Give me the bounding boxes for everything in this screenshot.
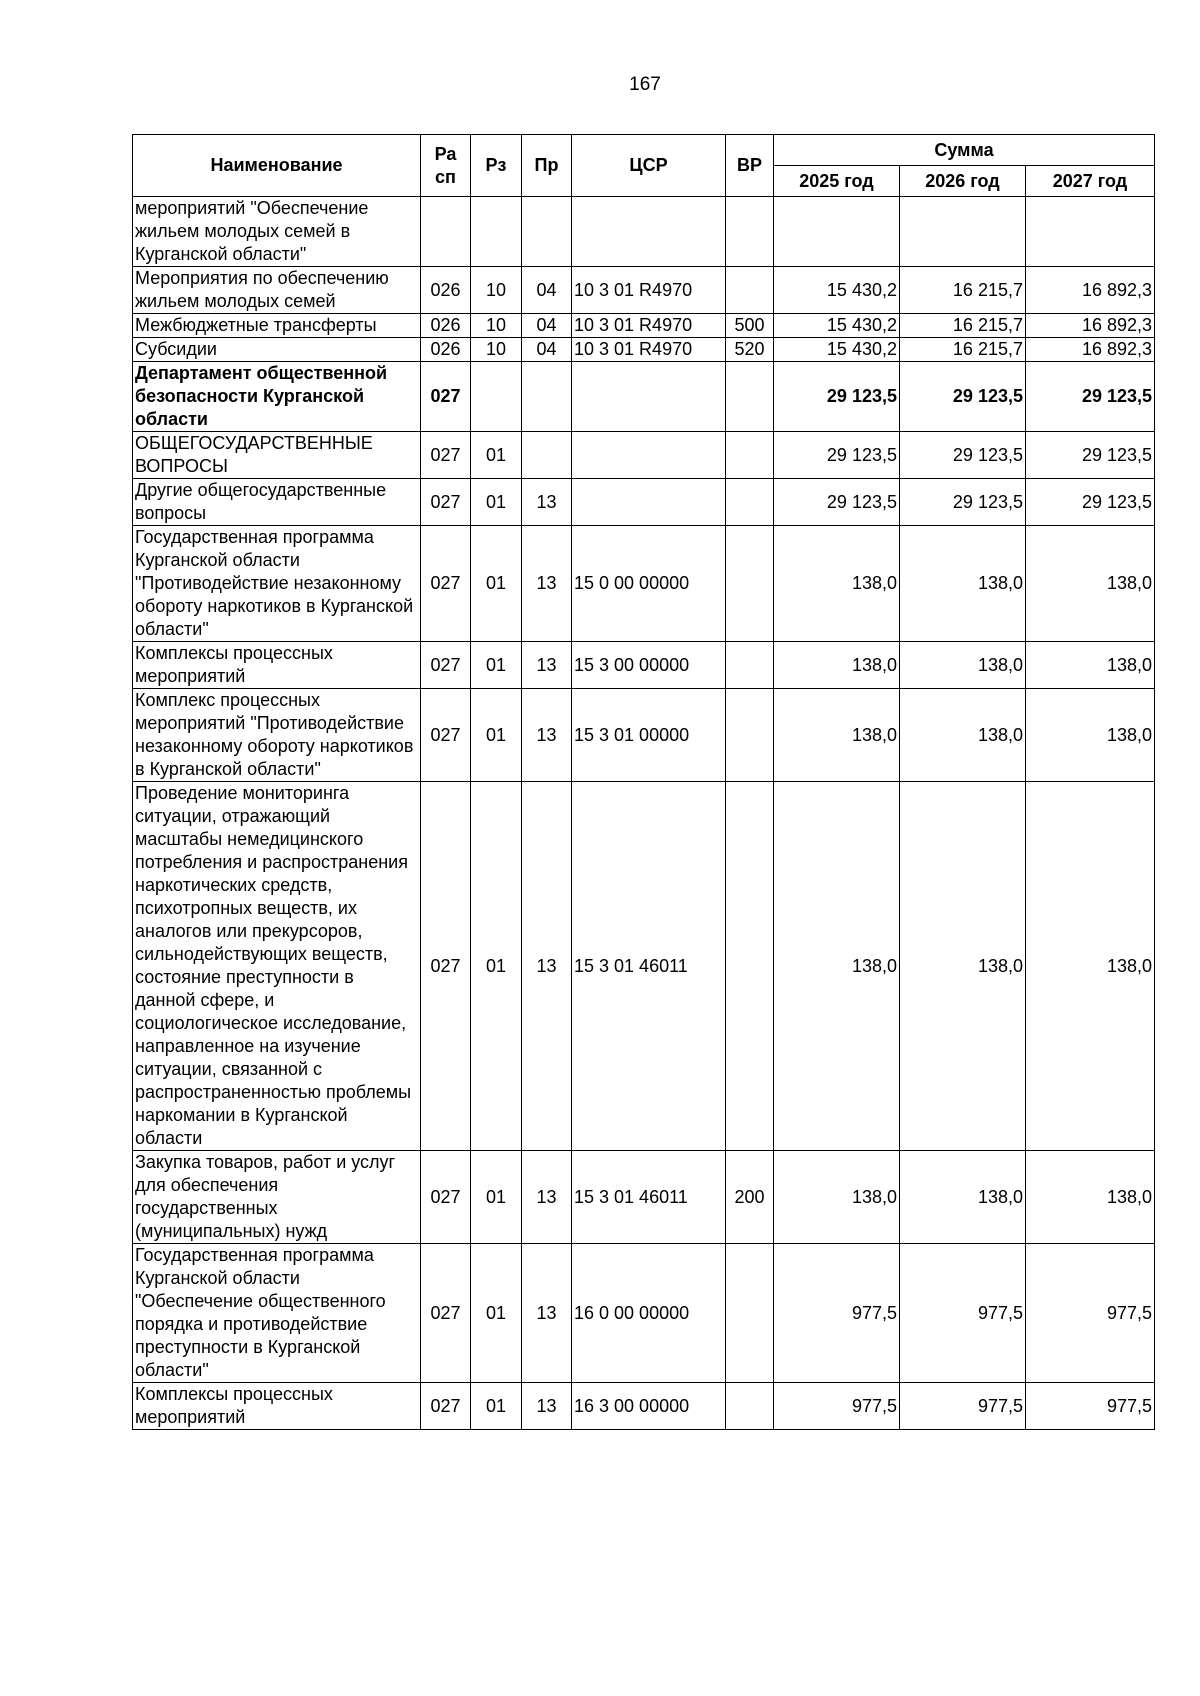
- header-rasp-line2: сп: [435, 166, 456, 187]
- cell-vr: 520: [726, 338, 774, 362]
- header-vr: ВР: [726, 135, 774, 197]
- cell-csr: 16 3 00 00000: [572, 1383, 726, 1430]
- table-row: [133, 1383, 1155, 1430]
- cell-csr: 10 3 01 R4970: [572, 338, 726, 362]
- page-number: 167: [629, 74, 661, 95]
- cell-rz: 01: [471, 642, 522, 689]
- cell-pr: 13: [522, 1244, 572, 1383]
- cell-rasp: 026: [421, 338, 471, 362]
- cell-rasp: 027: [421, 642, 471, 689]
- cell-pr: 04: [522, 267, 572, 314]
- table-row: [133, 338, 1155, 362]
- table-row: [133, 197, 1155, 267]
- cell-2026: 977,5: [900, 1244, 1026, 1383]
- cell-2026: 138,0: [900, 782, 1026, 1151]
- cell-2026: 138,0: [900, 1151, 1026, 1244]
- cell-csr: [572, 432, 726, 479]
- cell-name: Субсидии: [133, 338, 421, 362]
- cell-vr: [726, 689, 774, 782]
- cell-csr: [572, 197, 726, 267]
- cell-vr: [726, 782, 774, 1151]
- table-row: [133, 362, 1155, 432]
- cell-2026: 977,5: [900, 1383, 1026, 1430]
- cell-rasp: 027: [421, 1383, 471, 1430]
- cell-name: Комплексы процессных мероприятий: [133, 1383, 421, 1430]
- cell-2027: 16 892,3: [1026, 338, 1155, 362]
- table-row: [133, 432, 1155, 479]
- header-csr: ЦСР: [572, 135, 726, 197]
- cell-vr: [726, 526, 774, 642]
- cell-2026: 138,0: [900, 689, 1026, 782]
- cell-rasp: 027: [421, 479, 471, 526]
- cell-2025: 138,0: [774, 782, 900, 1151]
- cell-name: Государственная программа Курганской области "Обеспечение общественного порядка и противодействие преступности в Курганской области": [133, 1244, 421, 1383]
- header-2027: 2027 год: [1026, 166, 1155, 197]
- cell-pr: 13: [522, 526, 572, 642]
- cell-vr: [726, 267, 774, 314]
- cell-2027: 16 892,3: [1026, 267, 1155, 314]
- cell-2026: 138,0: [900, 526, 1026, 642]
- table-row: [133, 267, 1155, 314]
- cell-2027: 29 123,5: [1026, 479, 1155, 526]
- cell-name: ОБЩЕГОСУДАРСТВЕННЫЕ ВОПРОСЫ: [133, 432, 421, 479]
- cell-vr: [726, 197, 774, 267]
- cell-rz: 01: [471, 689, 522, 782]
- cell-name: Комплекс процессных мероприятий "Противодействие незаконному обороту наркотиков в Курганской области": [133, 689, 421, 782]
- cell-2025: 138,0: [774, 642, 900, 689]
- table-row: [133, 314, 1155, 338]
- header-rasp: [421, 135, 471, 197]
- header-2026: 2026 год: [900, 166, 1026, 197]
- table-row: [133, 479, 1155, 526]
- cell-vr: 200: [726, 1151, 774, 1244]
- cell-pr: 13: [522, 689, 572, 782]
- cell-csr: 10 3 01 R4970: [572, 314, 726, 338]
- cell-rz: 01: [471, 1244, 522, 1383]
- cell-csr: [572, 479, 726, 526]
- cell-2025: 977,5: [774, 1383, 900, 1430]
- cell-rz: 01: [471, 1151, 522, 1244]
- cell-2025: 29 123,5: [774, 432, 900, 479]
- cell-csr: 16 0 00 00000: [572, 1244, 726, 1383]
- cell-rasp: 027: [421, 526, 471, 642]
- cell-rz: 10: [471, 314, 522, 338]
- cell-2025: 138,0: [774, 526, 900, 642]
- cell-2026: 16 215,7: [900, 314, 1026, 338]
- cell-rz: 01: [471, 526, 522, 642]
- cell-2027: 138,0: [1026, 782, 1155, 1151]
- cell-rasp: 027: [421, 1244, 471, 1383]
- cell-2027: [1026, 197, 1155, 267]
- cell-2026: 29 123,5: [900, 362, 1026, 432]
- cell-name: мероприятий "Обеспечение жильем молодых семей в Курганской области": [133, 197, 421, 267]
- table-row: [133, 1151, 1155, 1244]
- cell-rz: [471, 362, 522, 432]
- cell-2027: 977,5: [1026, 1383, 1155, 1430]
- cell-vr: [726, 362, 774, 432]
- cell-rz: [471, 197, 522, 267]
- cell-name: Государственная программа Курганской области "Противодействие незаконному обороту наркотиков в Курганской области": [133, 526, 421, 642]
- cell-rz: 01: [471, 782, 522, 1151]
- cell-rz: 01: [471, 479, 522, 526]
- cell-name: Мероприятия по обеспечению жильем молодых семей: [133, 267, 421, 314]
- cell-csr: 15 3 01 46011: [572, 1151, 726, 1244]
- cell-rasp: [421, 197, 471, 267]
- cell-2027: 138,0: [1026, 526, 1155, 642]
- budget-table: [132, 134, 1155, 1430]
- cell-2025: [774, 197, 900, 267]
- cell-2025: 15 430,2: [774, 267, 900, 314]
- table-row: [133, 526, 1155, 642]
- cell-2025: 29 123,5: [774, 479, 900, 526]
- cell-rasp: 026: [421, 267, 471, 314]
- header-sum: Сумма: [774, 135, 1155, 166]
- cell-csr: [572, 362, 726, 432]
- cell-2025: 15 430,2: [774, 314, 900, 338]
- cell-2026: 16 215,7: [900, 267, 1026, 314]
- cell-rz: 01: [471, 1383, 522, 1430]
- cell-2026: [900, 197, 1026, 267]
- cell-vr: [726, 479, 774, 526]
- header-name: Наименование: [133, 135, 421, 197]
- cell-2027: 977,5: [1026, 1244, 1155, 1383]
- cell-2027: 16 892,3: [1026, 314, 1155, 338]
- cell-2025: 977,5: [774, 1244, 900, 1383]
- cell-rasp: 027: [421, 689, 471, 782]
- table-row: [133, 1244, 1155, 1383]
- cell-rz: 10: [471, 267, 522, 314]
- cell-name: Департамент общественной безопасности Курганской области: [133, 362, 421, 432]
- table-row: [133, 642, 1155, 689]
- cell-csr: 15 0 00 00000: [572, 526, 726, 642]
- cell-name: Комплексы процессных мероприятий: [133, 642, 421, 689]
- cell-2025: 29 123,5: [774, 362, 900, 432]
- cell-name: Закупка товаров, работ и услуг для обеспечения государственных (муниципальных) нужд: [133, 1151, 421, 1244]
- cell-rz: 01: [471, 432, 522, 479]
- cell-2027: 138,0: [1026, 1151, 1155, 1244]
- cell-rasp: 026: [421, 314, 471, 338]
- cell-name: Проведение мониторинга ситуации, отражающий масштабы немедицинского потребления и распространения наркотических средств, психотропных веществ, их аналогов или прекурсоров, сильнодействующих веществ, состояние преступности в данной сфере, и социологическое исследование, направленное на изучение ситуации, связанной с распространенностью проблемы наркомании в Курганской области: [133, 782, 421, 1151]
- header-pr: Пр: [522, 135, 572, 197]
- cell-rasp: 027: [421, 1151, 471, 1244]
- cell-vr: [726, 1383, 774, 1430]
- cell-rasp: 027: [421, 362, 471, 432]
- cell-pr: 13: [522, 1151, 572, 1244]
- cell-2027: 138,0: [1026, 642, 1155, 689]
- cell-pr: 04: [522, 338, 572, 362]
- header-rasp-line1: Ра: [434, 143, 457, 164]
- cell-name: Другие общегосударственные вопросы: [133, 479, 421, 526]
- cell-rasp: 027: [421, 782, 471, 1151]
- cell-name: Межбюджетные трансферты: [133, 314, 421, 338]
- cell-pr: 13: [522, 782, 572, 1151]
- cell-2025: 138,0: [774, 1151, 900, 1244]
- cell-vr: 500: [726, 314, 774, 338]
- cell-pr: [522, 432, 572, 479]
- cell-rasp: 027: [421, 432, 471, 479]
- table-body: [133, 197, 1155, 1430]
- cell-2027: 29 123,5: [1026, 362, 1155, 432]
- cell-2025: 138,0: [774, 689, 900, 782]
- cell-pr: 13: [522, 642, 572, 689]
- cell-vr: [726, 642, 774, 689]
- header-2025: 2025 год: [774, 166, 900, 197]
- cell-rz: 10: [471, 338, 522, 362]
- cell-2027: 138,0: [1026, 689, 1155, 782]
- cell-pr: 13: [522, 479, 572, 526]
- cell-pr: 13: [522, 1383, 572, 1430]
- table-row: [133, 782, 1155, 1151]
- cell-2026: 29 123,5: [900, 432, 1026, 479]
- cell-pr: 04: [522, 314, 572, 338]
- cell-csr: 15 3 00 00000: [572, 642, 726, 689]
- cell-2026: 29 123,5: [900, 479, 1026, 526]
- cell-pr: [522, 362, 572, 432]
- cell-csr: 10 3 01 R4970: [572, 267, 726, 314]
- cell-2026: 16 215,7: [900, 338, 1026, 362]
- cell-2026: 138,0: [900, 642, 1026, 689]
- table-row: [133, 689, 1155, 782]
- cell-2025: 15 430,2: [774, 338, 900, 362]
- header-rz: Рз: [471, 135, 522, 197]
- cell-pr: [522, 197, 572, 267]
- table-header: [133, 135, 1155, 197]
- cell-vr: [726, 1244, 774, 1383]
- cell-csr: 15 3 01 46011: [572, 782, 726, 1151]
- cell-2027: 29 123,5: [1026, 432, 1155, 479]
- cell-vr: [726, 432, 774, 479]
- cell-csr: 15 3 01 00000: [572, 689, 726, 782]
